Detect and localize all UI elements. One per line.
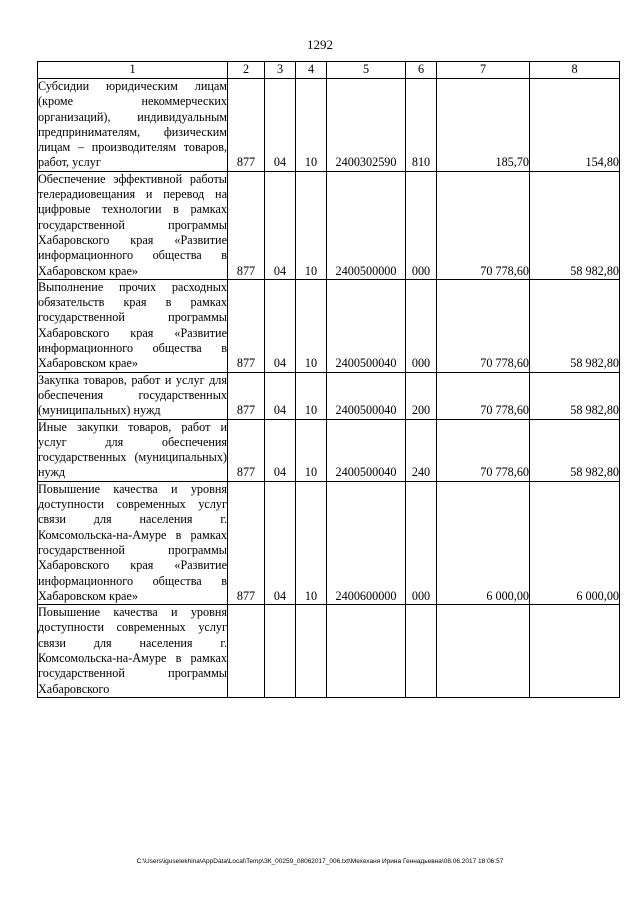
column-number-row <box>38 62 620 79</box>
table-row <box>38 372 620 419</box>
amount-col8: 6 000,00 <box>530 481 620 604</box>
expense-type-code: 000 <box>406 279 437 372</box>
subsection-code: 10 <box>296 79 327 172</box>
table-row <box>38 79 620 172</box>
table-row <box>38 605 620 698</box>
target-article-code: 2400302590 <box>327 79 406 172</box>
column-header: 8 <box>530 62 620 79</box>
amount-col7: 70 778,60 <box>437 419 530 481</box>
grbs-code: 877 <box>228 171 265 279</box>
amount-col7: 70 778,60 <box>437 372 530 419</box>
column-header: 3 <box>265 62 296 79</box>
table-row <box>38 481 620 604</box>
expense-type-code: 000 <box>406 171 437 279</box>
expense-type-code: 200 <box>406 372 437 419</box>
expense-name: Закупка товаров, работ и услуг для обеспечения государственных (муниципальных) нужд <box>38 372 227 418</box>
section-code <box>265 605 296 698</box>
grbs-code: 877 <box>228 481 265 604</box>
target-article-code: 2400600000 <box>327 481 406 604</box>
table-row <box>38 279 620 372</box>
subsection-code: 10 <box>296 419 327 481</box>
amount-col8: 58 982,80 <box>530 372 620 419</box>
amount-col8: 154,80 <box>530 79 620 172</box>
grbs-code: 877 <box>228 79 265 172</box>
budget-table <box>37 61 620 698</box>
target-article-code: 2400500000 <box>327 171 406 279</box>
grbs-code: 877 <box>228 372 265 419</box>
file-path-footer: C:\Users\iguselekhina\AppData\Local\Temp\ЗК_00259_08062017_006.txt\Мехеханя Ирина Геннадьевна\08.06.2017 18:06:57 <box>136 858 504 865</box>
expense-type-code: 000 <box>406 481 437 604</box>
table-row <box>38 171 620 279</box>
subsection-code: 10 <box>296 372 327 419</box>
column-header: 5 <box>327 62 406 79</box>
subsection-code <box>296 605 327 698</box>
target-article-code <box>327 605 406 698</box>
target-article-code: 2400500040 <box>327 279 406 372</box>
amount-col7 <box>437 605 530 698</box>
table-row <box>38 419 620 481</box>
grbs-code: 877 <box>228 279 265 372</box>
expense-type-code: 810 <box>406 79 437 172</box>
section-code: 04 <box>265 171 296 279</box>
amount-col8 <box>530 605 620 698</box>
expense-name: Обеспечение эффективной работы телерадиовещания и перевод на цифровые технологии в рамках государственной программы Хабаровского края «Развитие информационного общества в Хабаровском крае» <box>38 171 227 278</box>
target-article-code: 2400500040 <box>327 372 406 419</box>
grbs-code <box>228 605 265 698</box>
column-header: 6 <box>406 62 437 79</box>
expense-name: Повышение качества и уровня доступности современных услуг связи для населения г. Комсомольска-на-Амуре в рамках государственной программы Хабаровского <box>38 605 227 696</box>
expense-name: Выполнение прочих расходных обязательств края в рамках государственной программы Хабаровского края «Развитие информационного общества в Хабаровском крае» <box>38 279 227 371</box>
amount-col8: 58 982,80 <box>530 419 620 481</box>
amount-col7: 6 000,00 <box>437 481 530 604</box>
column-header: 4 <box>296 62 327 79</box>
section-code: 04 <box>265 79 296 172</box>
amount-col8: 58 982,80 <box>530 171 620 279</box>
expense-type-code: 240 <box>406 419 437 481</box>
column-header: 7 <box>437 62 530 79</box>
subsection-code: 10 <box>296 171 327 279</box>
section-code: 04 <box>265 372 296 419</box>
amount-col8: 58 982,80 <box>530 279 620 372</box>
expense-name: Субсидии юридическим лицам (кроме некоммерческих организаций), индивидуальным предпринимателям, физическим лицам – производителям товаров, работ, услуг <box>38 79 227 170</box>
subsection-code: 10 <box>296 279 327 372</box>
section-code: 04 <box>265 481 296 604</box>
amount-col7: 185,70 <box>437 79 530 172</box>
page-number: 1292 <box>307 37 333 52</box>
subsection-code: 10 <box>296 481 327 604</box>
expense-name: Иные закупки товаров, работ и услуг для обеспечения государственных (муниципальных) нужд <box>38 419 227 480</box>
amount-col7: 70 778,60 <box>437 279 530 372</box>
section-code: 04 <box>265 419 296 481</box>
column-header: 1 <box>38 62 228 79</box>
column-header: 2 <box>228 62 265 79</box>
grbs-code: 877 <box>228 419 265 481</box>
expense-name: Повышение качества и уровня доступности современных услуг связи для населения г. Комсомольска-на-Амуре в рамках государственной программы Хабаровского края «Развитие информационного общества в Хабаровском крае» <box>38 481 227 603</box>
section-code: 04 <box>265 279 296 372</box>
amount-col7: 70 778,60 <box>437 171 530 279</box>
expense-type-code <box>406 605 437 698</box>
target-article-code: 2400500040 <box>327 419 406 481</box>
